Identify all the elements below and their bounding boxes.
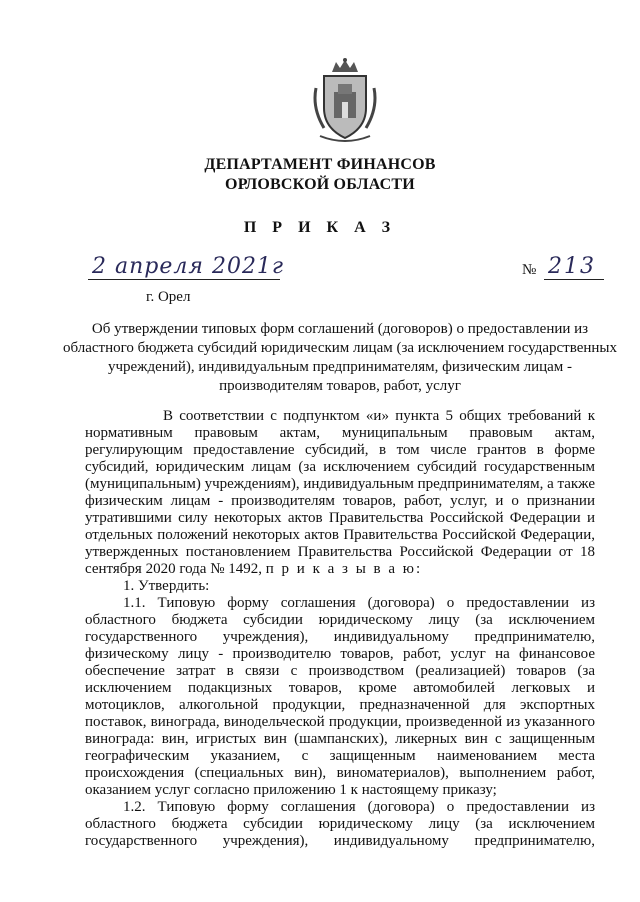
coat-of-arms-emblem bbox=[310, 58, 380, 144]
department-name-line2: ОРЛОВСКОЙ ОБЛАСТИ bbox=[225, 176, 415, 193]
city-label: г. Орел bbox=[146, 289, 191, 305]
number-underline bbox=[544, 279, 604, 280]
order-body bbox=[85, 408, 595, 850]
preamble-paragraph bbox=[85, 408, 595, 578]
order-verb: п р и к а з ы в а ю: bbox=[265, 561, 423, 577]
order-subject: Об утверждении типовых форм соглашений (договоров) о предоставлении из областного бюджета субсидий юридическим лицам (за исключением государственных учреждений), индивидуальным предпринимателям, физическим лицам - производителям товаров, работ, услуг bbox=[62, 321, 618, 394]
handwritten-order-number: 213 bbox=[548, 254, 596, 279]
handwritten-date: 2 апреля 2021г bbox=[92, 254, 285, 279]
date-underline bbox=[88, 279, 280, 280]
item-1-1: 1.1. Типовую форму соглашения (договора) о предоставлении из областного бюджета субсидии юридическому лицу (за исключением государственного учреждения), индивидуальному предпринимателю, физическому лицу - производителю товаров, работ, услуг на финансовое обеспечение затрат в связи с производством (реализацией) товаров (за исключением подакцизных товаров, кроме автомобилей легковых и мотоциклов, алкогольной продукции, предназначенной для экспортных поставок, винограда, винодельческой продукции, произведенной из указанного винограда: вин, игристых вин (шампанских), ликерных вин с защищенным географическим указанием, с защищенным наименованием места происхождения (специальных вин), виноматериалов), выполнением работ, оказанием услуг согласно приложению 1 к настоящему приказу; bbox=[85, 595, 595, 798]
item-1-2: 1.2. Типовую форму соглашения (договора) о предоставлении из областного бюджета субсидии юридическому лицу (за исключением государственного учреждения), индивидуальному предпринимателю, bbox=[85, 799, 595, 849]
department-name-line1: ДЕПАРТАМЕНТ ФИНАНСОВ bbox=[204, 156, 436, 173]
order-title: П Р И К А З bbox=[243, 219, 397, 236]
preamble-text: В соответствии с подпунктом «и» пункта 5 общих требований к нормативным правовым актам, муниципальным правовым актам, регулирующим предоставление субсидий, в том числе грантов в форме субсидий, юридическим лицам (за исключением субсидий государственным (муниципальным) учреждениям), индивидуальным предпринимателям, а также физическим лицам - производителям товаров, работ, услуг, и о признании утратившими силу некоторых актов Правительства Российской Федерации и отдельных положений некоторых актов Правительства Российской Федерации, утвержденных постановлением Правительства Российской Федерации от 18 сентября 2020 года № 1492, bbox=[85, 408, 595, 577]
item-1: 1. Утвердить: bbox=[123, 578, 210, 594]
number-sign: № bbox=[522, 262, 537, 278]
